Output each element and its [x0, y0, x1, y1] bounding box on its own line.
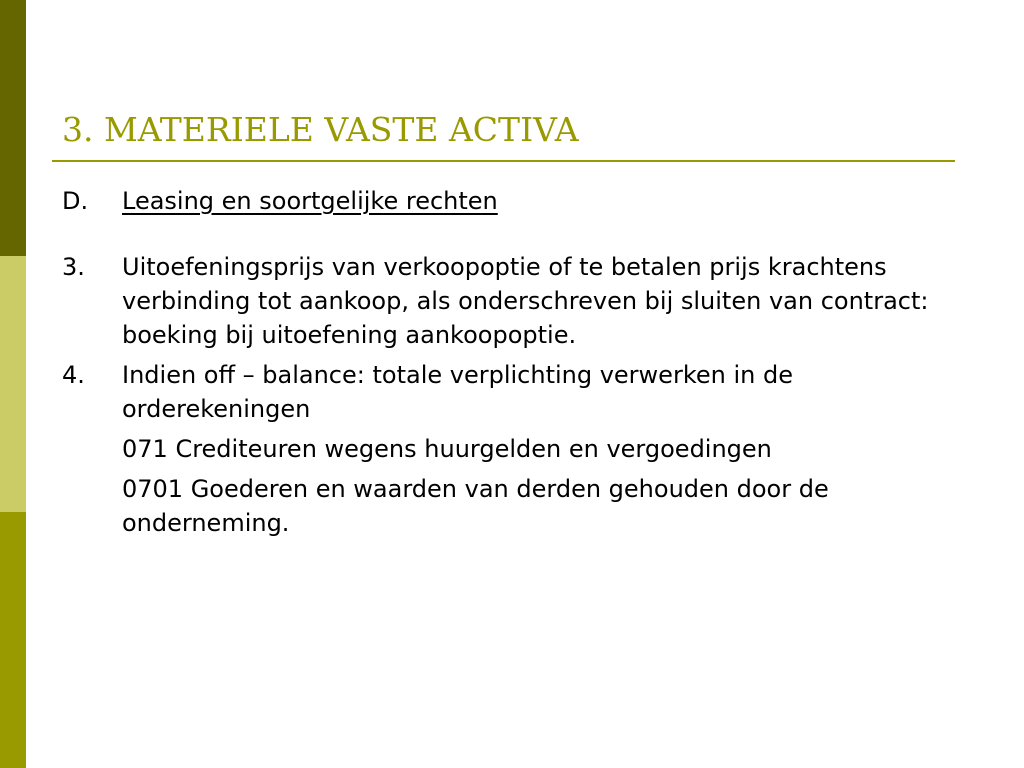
sub-line-account-0701: 0701 Goederen en waarden van derden gehouden door de onderneming. — [122, 475, 829, 537]
section-heading-row — [62, 184, 967, 218]
side-bar-light — [0, 256, 26, 512]
section-heading: Leasing en soortgelijke rechten — [122, 187, 498, 215]
side-bar-olive — [0, 512, 26, 768]
list-item-text: Indien off – balance: totale verplichting verwerken in de orderekeningen — [122, 361, 793, 423]
list-item — [62, 358, 967, 426]
title-divider — [52, 160, 955, 162]
side-bar-dark — [0, 0, 26, 256]
list-item-text: Uitoefeningsprijs van verkoopoptie of te betalen prijs krachtens verbinding tot aankoop, als onderschreven bij sluiten van contract: boeking bij uitoefening aankoopoptie. — [122, 253, 929, 349]
slide-body — [62, 184, 967, 540]
list-item-marker: 3. — [62, 253, 85, 281]
slide-title: 3. MATERIELE VASTE ACTIVA — [62, 110, 579, 149]
section-marker: D. — [62, 187, 89, 215]
sub-line-account-071: 071 Crediteuren wegens huurgelden en vergoedingen — [122, 435, 772, 463]
list-item — [62, 250, 967, 352]
list-item-marker: 4. — [62, 361, 85, 389]
